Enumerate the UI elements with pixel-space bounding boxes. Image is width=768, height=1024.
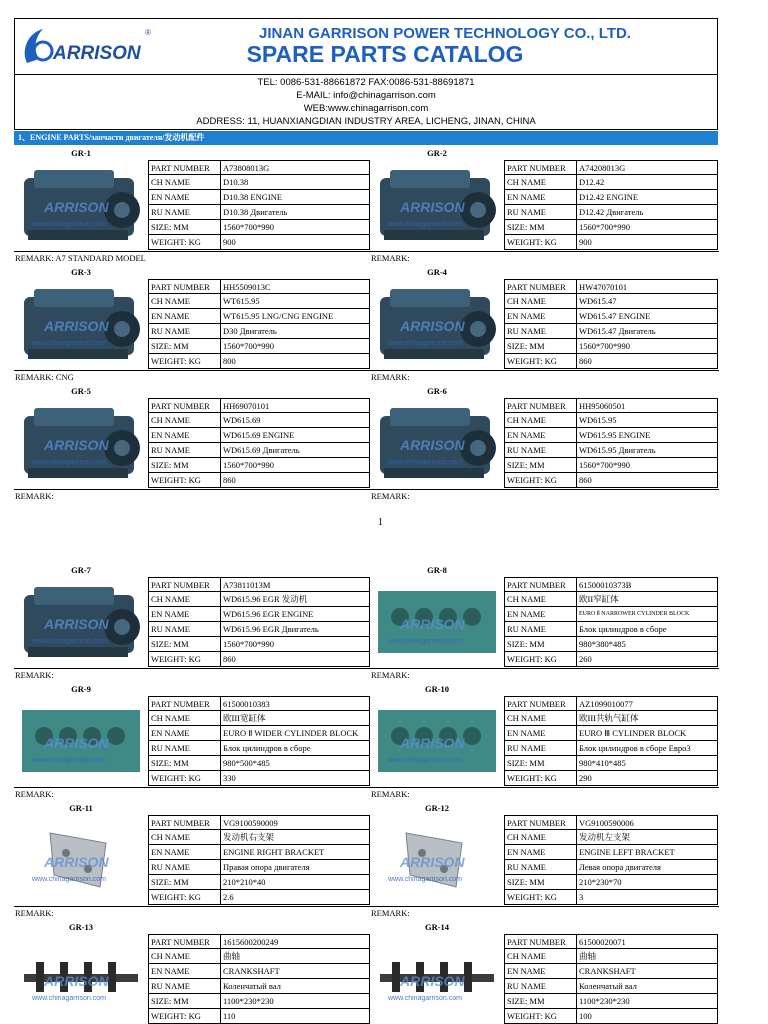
field-value-part: A73811013M (221, 577, 370, 592)
field-label-ch: CH NAME (148, 175, 221, 190)
field-value-size: 1560*700*990 (577, 220, 718, 235)
field-value-ch: WD615.69 (221, 413, 370, 428)
section-title: 1、ENGINE PARTS/запчасти двигателя/发动机配件 (14, 131, 718, 145)
svg-text:ARRISON: ARRISON (400, 616, 465, 632)
field-value-weight: 800 (221, 354, 370, 369)
field-value-ch: WD615.96 EGR 发动机 (221, 592, 370, 607)
field-value-ch: D12.42 (577, 175, 718, 190)
field-label-size: SIZE: MM (504, 756, 577, 771)
field-value-weight: 860 (577, 354, 718, 369)
field-label-ch: CH NAME (504, 175, 577, 190)
field-label-ru: RU NAME (504, 622, 577, 637)
field-value-en: ENGINE RIGHT BRACKET (221, 845, 370, 860)
field-label-ru: RU NAME (148, 741, 221, 756)
field-value-part: VG9100590009 (221, 815, 370, 830)
field-value-en: CRANKSHAFT (577, 964, 718, 979)
engine-photo (370, 398, 504, 488)
garrison-logo (19, 23, 161, 73)
field-value-ch: 欧III共轨气缸体 (577, 711, 718, 726)
field-value-weight: 100 (577, 1009, 718, 1024)
field-value-ru: WD615.95 Двигатель (577, 443, 718, 458)
field-label-ru: RU NAME (148, 205, 221, 220)
page-number: 1 (378, 517, 383, 528)
part-remark: REMARK: (14, 906, 371, 919)
field-value-size: 980*410*485 (577, 756, 718, 771)
svg-text:ARRISON: ARRISON (400, 437, 465, 453)
field-label-ru: RU NAME (504, 205, 577, 220)
svg-text:www.chinagarrison.com: www.chinagarrison.com (388, 876, 462, 883)
crank-photo (14, 934, 148, 1024)
field-value-part: AZ1099010077 (577, 696, 718, 711)
engine-photo (14, 398, 148, 488)
field-value-size: 1560*700*990 (577, 339, 718, 354)
field-value-en: WD615.69 ENGINE (221, 428, 370, 443)
field-label-part: PART NUMBER (504, 160, 577, 175)
field-value-ru: Коленчатый вал (577, 979, 718, 994)
field-label-ru: RU NAME (148, 622, 221, 637)
field-label-size: SIZE: MM (148, 875, 221, 890)
field-label-en: EN NAME (148, 309, 221, 324)
field-value-size: 1560*700*990 (221, 220, 370, 235)
part-code: GR-12 (424, 803, 450, 813)
field-value-part: 1615600200249 (221, 934, 370, 949)
field-value-part: HH5509013C (221, 279, 370, 294)
company-name: JINAN GARRISON POWER TECHNOLOGY CO., LTD. (259, 25, 631, 42)
field-value-en: WD615.96 EGR ENGINE (221, 607, 370, 622)
field-value-en: EURO Ⅲ CYLINDER BLOCK (577, 726, 718, 741)
field-value-ch: WD615.47 (577, 294, 718, 309)
field-label-weight: WEIGHT: KG (148, 1009, 221, 1024)
field-value-part: HH95060501 (577, 398, 718, 413)
field-label-size: SIZE: MM (504, 637, 577, 652)
field-value-ru: Блок цилиндров в сборе (221, 741, 370, 756)
field-label-en: EN NAME (504, 309, 577, 324)
field-value-ru: D12.42 Двигатель (577, 205, 718, 220)
field-label-size: SIZE: MM (504, 994, 577, 1009)
field-value-ch: 欧III宽缸体 (221, 711, 370, 726)
svg-text:®: ® (145, 28, 151, 37)
engine-photo (14, 577, 148, 667)
svg-text:www.chinagarrison.com: www.chinagarrison.com (32, 459, 106, 466)
field-value-weight: 3 (577, 890, 718, 905)
field-value-weight: 900 (221, 235, 370, 250)
field-label-weight: WEIGHT: KG (148, 890, 221, 905)
catalog-title: SPARE PARTS CATALOG (246, 41, 524, 67)
field-label-weight: WEIGHT: KG (504, 652, 577, 667)
field-label-part: PART NUMBER (148, 160, 221, 175)
part-remark: REMARK: (370, 370, 719, 383)
svg-text:ARRISON: ARRISON (44, 199, 109, 215)
field-value-weight: 110 (221, 1009, 370, 1024)
field-value-en: ENGINE LEFT BRACKET (577, 845, 718, 860)
field-label-ch: CH NAME (504, 830, 577, 845)
part-code: GR-13 (68, 922, 94, 932)
field-label-part: PART NUMBER (148, 815, 221, 830)
field-label-weight: WEIGHT: KG (504, 354, 577, 369)
field-value-part: 61500010383 (221, 696, 370, 711)
part-remark: REMARK: (370, 251, 719, 264)
field-label-size: SIZE: MM (504, 875, 577, 890)
svg-text:www.chinagarrison.com: www.chinagarrison.com (32, 995, 106, 1002)
field-value-part: A73808013G (221, 160, 370, 175)
field-label-weight: WEIGHT: KG (148, 235, 221, 250)
field-label-en: EN NAME (504, 964, 577, 979)
field-value-ru: D10.38 Двигатель (221, 205, 370, 220)
field-value-en: CRANKSHAFT (221, 964, 370, 979)
field-label-ru: RU NAME (148, 324, 221, 339)
field-label-part: PART NUMBER (504, 577, 577, 592)
svg-text:www.chinagarrison.com: www.chinagarrison.com (388, 638, 462, 645)
field-value-ch: WD615.95 (577, 413, 718, 428)
field-value-ru: Коленчатый вал (221, 979, 370, 994)
field-value-weight: 2.6 (221, 890, 370, 905)
field-label-ch: CH NAME (148, 592, 221, 607)
field-value-weight: 860 (221, 473, 370, 488)
field-label-weight: WEIGHT: KG (504, 473, 577, 488)
field-label-en: EN NAME (504, 607, 577, 622)
svg-text:ARRISON: ARRISON (44, 854, 109, 870)
field-value-ch: 曲轴 (221, 949, 370, 964)
part-code: GR-1 (71, 148, 91, 158)
field-label-ch: CH NAME (504, 294, 577, 309)
field-value-weight: 260 (577, 652, 718, 667)
field-value-size: 210*230*70 (577, 875, 718, 890)
bracket-photo (370, 815, 504, 905)
svg-text:www.chinagarrison.com: www.chinagarrison.com (388, 340, 462, 347)
field-value-ru: Блок цилиндров в сборе (577, 622, 718, 637)
contact-address: ADDRESS: 11, HUANXIANGDIAN INDUSTRY AREA, LICHENG, JINAN, CHINA (196, 116, 536, 127)
part-code: GR-7 (71, 565, 91, 575)
part-code: GR-14 (424, 922, 450, 932)
engine-photo (370, 160, 504, 250)
svg-text:ARRISON: ARRISON (400, 735, 465, 751)
field-value-size: 1560*700*990 (221, 339, 370, 354)
field-value-size: 980*380*485 (577, 637, 718, 652)
field-label-weight: WEIGHT: KG (504, 1009, 577, 1024)
field-value-size: 210*210*40 (221, 875, 370, 890)
field-value-part: 61500020071 (577, 934, 718, 949)
field-value-size: 1560*700*990 (221, 458, 370, 473)
field-label-size: SIZE: MM (148, 339, 221, 354)
field-value-weight: 860 (577, 473, 718, 488)
field-value-size: 1100*230*230 (577, 994, 718, 1009)
part-remark: REMARK: A7 STANDARD MODEL (14, 251, 371, 264)
field-label-weight: WEIGHT: KG (148, 771, 221, 786)
field-label-ch: CH NAME (504, 711, 577, 726)
part-code: GR-11 (69, 803, 93, 813)
part-remark: REMARK: (370, 787, 719, 800)
svg-text:ARRISON: ARRISON (400, 199, 465, 215)
contact-tel: TEL: 0086-531-88661872 FAX:0086-531-88691871 (257, 77, 475, 88)
field-value-part: HH69070101 (221, 398, 370, 413)
field-label-weight: WEIGHT: KG (148, 354, 221, 369)
part-remark: REMARK: (370, 668, 719, 681)
svg-text:www.chinagarrison.com: www.chinagarrison.com (388, 995, 462, 1002)
field-value-ch: D10.38 (221, 175, 370, 190)
field-value-part: VG9100590006 (577, 815, 718, 830)
field-value-weight: 900 (577, 235, 718, 250)
field-label-en: EN NAME (148, 190, 221, 205)
svg-text:ARRISON: ARRISON (44, 318, 109, 334)
part-remark: REMARK: CNG (14, 370, 371, 383)
field-label-part: PART NUMBER (504, 398, 577, 413)
block-photo (14, 696, 148, 786)
field-value-en: EURO Ⅱ NARROWER CYLINDER BLOCK (577, 607, 718, 622)
field-value-ru: Левая опора двигателя (577, 860, 718, 875)
field-value-ch: WT615.95 (221, 294, 370, 309)
field-label-ch: CH NAME (504, 949, 577, 964)
field-value-ch: 发动机左支架 (577, 830, 718, 845)
field-label-size: SIZE: MM (148, 637, 221, 652)
field-label-part: PART NUMBER (148, 934, 221, 949)
field-label-part: PART NUMBER (148, 696, 221, 711)
field-value-ch: 曲轴 (577, 949, 718, 964)
catalog-header (14, 18, 718, 130)
field-value-ru: WD615.69 Двигатель (221, 443, 370, 458)
block-photo (370, 577, 504, 667)
field-label-en: EN NAME (148, 726, 221, 741)
field-label-en: EN NAME (148, 964, 221, 979)
field-label-part: PART NUMBER (148, 279, 221, 294)
part-code: GR-4 (427, 267, 447, 277)
field-label-ch: CH NAME (148, 830, 221, 845)
field-label-ch: CH NAME (504, 592, 577, 607)
field-label-part: PART NUMBER (504, 934, 577, 949)
bracket-photo (14, 815, 148, 905)
part-code: GR-6 (427, 386, 447, 396)
field-label-ru: RU NAME (504, 979, 577, 994)
block-photo (370, 696, 504, 786)
field-label-en: EN NAME (504, 428, 577, 443)
svg-text:www.chinagarrison.com: www.chinagarrison.com (388, 459, 462, 466)
field-label-size: SIZE: MM (148, 458, 221, 473)
field-value-weight: 860 (221, 652, 370, 667)
field-label-size: SIZE: MM (504, 220, 577, 235)
field-label-ru: RU NAME (148, 860, 221, 875)
field-label-part: PART NUMBER (148, 398, 221, 413)
field-label-en: EN NAME (504, 845, 577, 860)
part-remark: REMARK: (14, 668, 371, 681)
field-value-ru: WD615.47 Двигатель (577, 324, 718, 339)
field-value-ch: 欧II窄缸体 (577, 592, 718, 607)
engine-photo (14, 279, 148, 369)
field-label-en: EN NAME (504, 726, 577, 741)
field-value-weight: 290 (577, 771, 718, 786)
svg-text:ARRISON: ARRISON (400, 973, 465, 989)
part-code: GR-3 (71, 267, 91, 277)
field-label-en: EN NAME (148, 607, 221, 622)
field-value-part: 61500010373B (577, 577, 718, 592)
field-label-ru: RU NAME (504, 741, 577, 756)
field-label-size: SIZE: MM (148, 994, 221, 1009)
field-value-en: D10.38 ENGINE (221, 190, 370, 205)
field-label-ch: CH NAME (504, 413, 577, 428)
field-value-ru: D30 Двигатель (221, 324, 370, 339)
contact-email: E-MAIL: info@chinagarrison.com (296, 90, 436, 101)
engine-photo (14, 160, 148, 250)
field-label-ru: RU NAME (148, 443, 221, 458)
header-divider (15, 74, 717, 75)
field-label-ch: CH NAME (148, 413, 221, 428)
field-label-weight: WEIGHT: KG (504, 235, 577, 250)
field-label-ru: RU NAME (504, 324, 577, 339)
svg-text:ARRISON: ARRISON (44, 735, 109, 751)
field-label-ch: CH NAME (148, 294, 221, 309)
field-value-part: HW47070101 (577, 279, 718, 294)
field-label-size: SIZE: MM (148, 756, 221, 771)
field-label-ru: RU NAME (504, 443, 577, 458)
part-code: GR-2 (427, 148, 447, 158)
field-label-ch: CH NAME (148, 711, 221, 726)
field-value-ru: Правая опора двигателя (221, 860, 370, 875)
svg-text:ARRISON: ARRISON (44, 616, 109, 632)
part-code: GR-8 (427, 565, 447, 575)
field-label-size: SIZE: MM (504, 339, 577, 354)
part-code: GR-10 (424, 684, 450, 694)
svg-text:www.chinagarrison.com: www.chinagarrison.com (32, 876, 106, 883)
field-label-weight: WEIGHT: KG (148, 473, 221, 488)
field-label-part: PART NUMBER (148, 577, 221, 592)
field-label-en: EN NAME (504, 190, 577, 205)
field-label-size: SIZE: MM (504, 458, 577, 473)
field-value-part: A74208013G (577, 160, 718, 175)
field-value-size: 1100*230*230 (221, 994, 370, 1009)
svg-text:ARRISON: ARRISON (53, 43, 141, 64)
part-code: GR-9 (71, 684, 91, 694)
field-value-en: WT615.95 LNG/CNG ENGINE (221, 309, 370, 324)
part-remark: REMARK: (370, 489, 719, 502)
field-label-ru: RU NAME (148, 979, 221, 994)
svg-text:ARRISON: ARRISON (44, 973, 109, 989)
part-remark: REMARK: (370, 906, 719, 919)
engine-photo (370, 279, 504, 369)
svg-text:ARRISON: ARRISON (44, 437, 109, 453)
part-remark: REMARK: (14, 787, 371, 800)
svg-text:www.chinagarrison.com: www.chinagarrison.com (388, 757, 462, 764)
field-label-weight: WEIGHT: KG (504, 771, 577, 786)
field-value-size: 980*500*485 (221, 756, 370, 771)
field-value-ru: Блок цилиндров в сборе Евро3 (577, 741, 718, 756)
svg-text:www.chinagarrison.com: www.chinagarrison.com (388, 221, 462, 228)
field-label-en: EN NAME (148, 428, 221, 443)
field-value-en: WD615.47 ENGINE (577, 309, 718, 324)
svg-text:ARRISON: ARRISON (400, 318, 465, 334)
field-value-en: EURO Ⅱ WIDER CYLINDER BLOCK (221, 726, 370, 741)
field-value-size: 1560*700*990 (221, 637, 370, 652)
contact-web: WEB:www.chinagarrison.com (303, 103, 429, 114)
field-label-weight: WEIGHT: KG (504, 890, 577, 905)
svg-text:www.chinagarrison.com: www.chinagarrison.com (32, 757, 106, 764)
field-value-en: D12.42 ENGINE (577, 190, 718, 205)
field-value-weight: 330 (221, 771, 370, 786)
svg-text:www.chinagarrison.com: www.chinagarrison.com (32, 221, 106, 228)
field-label-en: EN NAME (148, 845, 221, 860)
field-label-part: PART NUMBER (504, 815, 577, 830)
field-label-part: PART NUMBER (504, 279, 577, 294)
field-label-part: PART NUMBER (504, 696, 577, 711)
field-label-weight: WEIGHT: KG (148, 652, 221, 667)
field-value-ru: WD615.96 EGR Двигатель (221, 622, 370, 637)
svg-text:www.chinagarrison.com: www.chinagarrison.com (32, 340, 106, 347)
field-label-ru: RU NAME (504, 860, 577, 875)
field-label-ch: CH NAME (148, 949, 221, 964)
field-value-ch: 发动机右支架 (221, 830, 370, 845)
svg-text:www.chinagarrison.com: www.chinagarrison.com (32, 638, 106, 645)
field-label-size: SIZE: MM (148, 220, 221, 235)
svg-text:ARRISON: ARRISON (400, 854, 465, 870)
field-value-size: 1560*700*990 (577, 458, 718, 473)
crank-photo (370, 934, 504, 1024)
field-value-en: WD615.95 ENGINE (577, 428, 718, 443)
part-code: GR-5 (71, 386, 91, 396)
part-remark: REMARK: (14, 489, 371, 502)
